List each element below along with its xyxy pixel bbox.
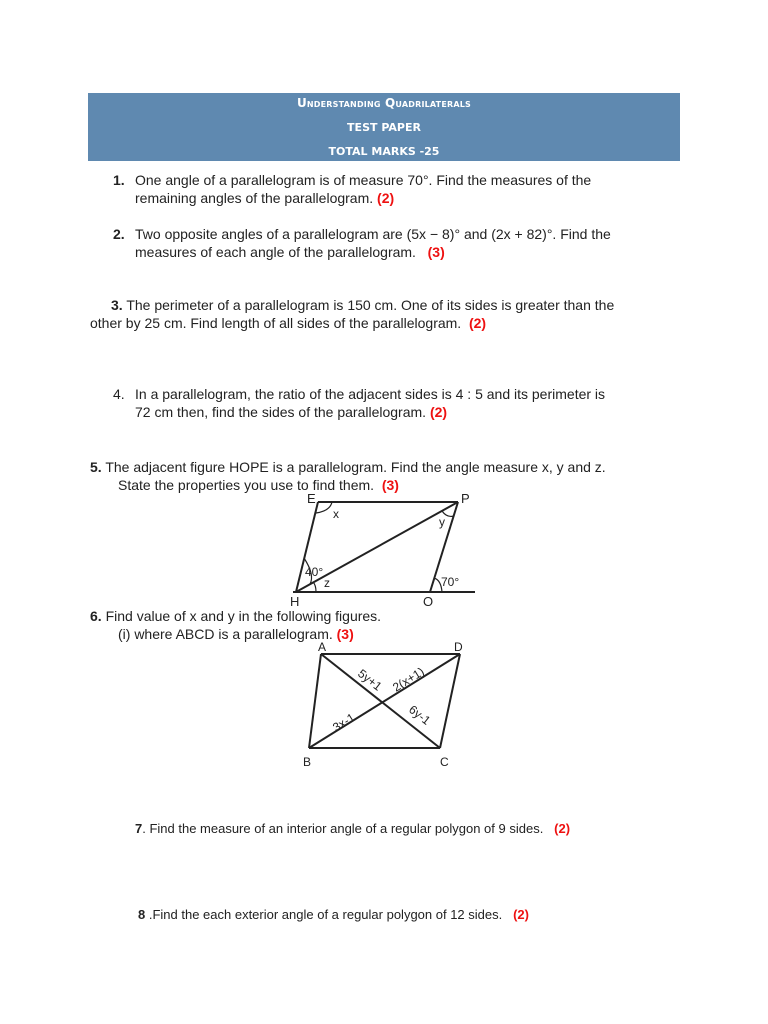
paper-subtitle: TEST PAPER	[347, 121, 421, 134]
label-5y1: 5y+1	[355, 666, 385, 694]
question-text: 72 cm then, find the sides of the parallelogram.	[135, 404, 427, 420]
label-o: O	[423, 594, 434, 609]
question-text: measures of each angle of the parallelogram.	[135, 244, 416, 260]
label-3x1: 3x-1	[330, 710, 358, 735]
question-text: Find value of x and y in the following figures.	[105, 608, 382, 624]
label-c: C	[440, 755, 449, 769]
side-dc	[440, 654, 460, 748]
question-text: Two opposite angles of a parallelogram are (5x − 8)° and (2x + 82)°. Find the	[135, 226, 611, 242]
diagonal-ac	[321, 654, 440, 748]
question-marks: (2)	[554, 821, 571, 836]
question-text: (i) where ABCD is a parallelogram.	[118, 626, 333, 642]
label-angle-40: 40°	[305, 565, 324, 579]
diagonal-bd	[309, 654, 460, 748]
question-marks: (2)	[429, 404, 448, 420]
label-h: H	[290, 594, 300, 609]
question-marks: (2)	[468, 315, 487, 331]
question-text: State the properties you use to find them.	[118, 477, 375, 493]
question-7	[135, 820, 570, 838]
question-8	[138, 906, 529, 924]
question-text: remaining angles of the parallelogram.	[135, 190, 374, 206]
question-number: 2.	[113, 226, 125, 242]
side-ab	[309, 654, 321, 748]
question-marks: (3)	[427, 244, 445, 260]
label-a: A	[318, 640, 327, 654]
label-y: y	[439, 515, 445, 529]
question-number: 1.	[113, 172, 125, 188]
total-marks: TOTAL MARKS -25	[328, 145, 440, 158]
label-z: z	[324, 576, 330, 590]
question-text: The perimeter of a parallelogram is 150 cm. One of its sides is greater than the	[126, 297, 615, 313]
question-marks: (2)	[377, 190, 395, 206]
label-p: P	[461, 491, 470, 506]
label-d: D	[454, 640, 463, 654]
question-number: 4.	[113, 386, 125, 402]
label-x: x	[333, 507, 339, 521]
question-text: . Find the measure of an interior angle of a regular polygon of 9 sides.	[142, 821, 544, 836]
label-e: E	[307, 491, 316, 506]
question-marks: (3)	[381, 477, 399, 493]
question-text: The adjacent figure HOPE is a parallelogram. Find the angle measure x, y and z.	[105, 459, 606, 475]
question-text: .Find the each exterior angle of a regular polygon of 12 sides.	[145, 907, 503, 922]
label-2x1: 2(x+1)	[390, 664, 427, 695]
question-text: One angle of a parallelogram is of measure 70°. Find the measures of the	[135, 172, 592, 188]
question-number: 3.	[111, 297, 123, 313]
question-marks: (2)	[513, 907, 529, 922]
question-number: 8	[138, 907, 146, 922]
paper-title: Understanding Quadrilaterals	[296, 96, 472, 110]
question-number: 7	[135, 821, 143, 836]
question-number: 6.	[90, 608, 102, 624]
question-number: 5.	[90, 459, 102, 475]
label-6y1: 6y-1	[406, 702, 434, 728]
label-angle-70: 70°	[441, 575, 460, 589]
question-text: In a parallelogram, the ratio of the adjacent sides is 4 : 5 and its perimeter is	[135, 386, 606, 402]
question-text: other by 25 cm. Find length of all sides of the parallelogram.	[90, 315, 462, 331]
label-b: B	[303, 755, 312, 769]
question-marks: (3)	[336, 626, 354, 642]
